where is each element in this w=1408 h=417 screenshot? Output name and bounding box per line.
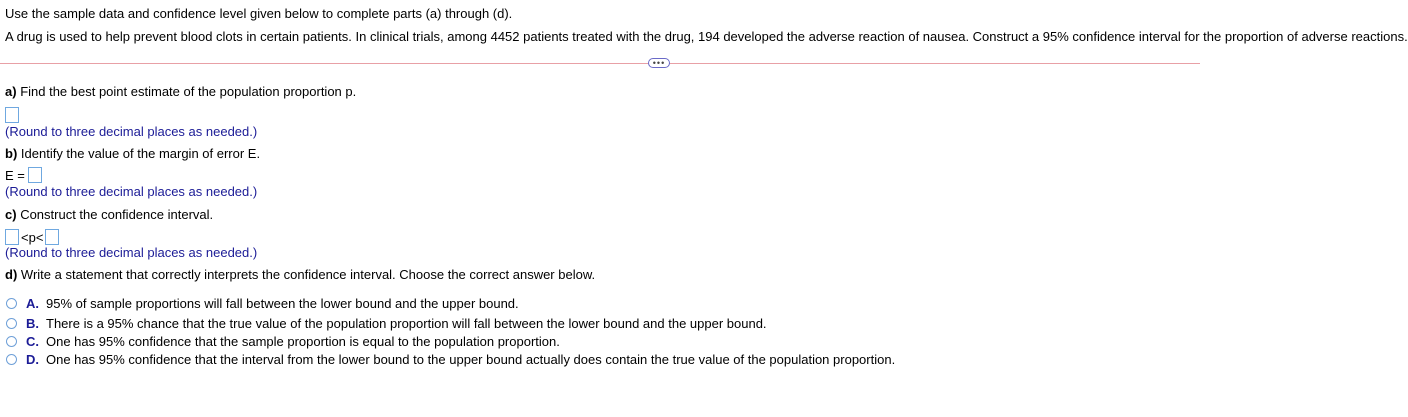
upper-bound-input[interactable]: [45, 229, 59, 245]
instructions-text: Use the sample data and confidence level given below to complete parts (a) through (d).: [5, 6, 513, 21]
section-divider: [0, 63, 1200, 64]
option-b-letter: B.: [26, 316, 39, 331]
part-c-answer-row: [5, 229, 59, 245]
margin-error-prefix: E =: [5, 167, 25, 183]
part-c-text: Construct the confidence interval.: [20, 207, 214, 222]
interval-middle-text: <p<: [21, 229, 44, 245]
option-a[interactable]: [6, 296, 519, 311]
part-c-hint: (Round to three decimal places as needed.): [5, 245, 258, 260]
problem-statement: A drug is used to help prevent blood clots in certain patients. In clinical trials, among 4452 patients treated with the drug, 194 developed the adverse reaction of nausea. Construct a 95% confidence interval for the proportion of adverse reactions.: [5, 29, 1408, 44]
option-c-radio[interactable]: [6, 336, 17, 347]
more-options-button[interactable]: •••: [648, 58, 670, 68]
part-b-hint: (Round to three decimal places as needed.): [5, 184, 258, 199]
part-b-question: [5, 146, 260, 161]
part-a-hint: (Round to three decimal places as needed.): [5, 124, 258, 139]
option-d-letter: D.: [26, 352, 39, 367]
option-b-text: There is a 95% chance that the true value of the population proportion will fall between the lower bound and the upper bound.: [46, 316, 767, 331]
part-c-question: [5, 207, 213, 222]
option-c[interactable]: [6, 334, 560, 349]
option-d-radio[interactable]: [6, 354, 17, 365]
lower-bound-input[interactable]: [5, 229, 19, 245]
part-d-text: Write a statement that correctly interprets the confidence interval. Choose the correct answer below.: [20, 267, 596, 282]
point-estimate-input[interactable]: [5, 107, 19, 123]
part-b-text: Identify the value of the margin of error E.: [20, 146, 261, 161]
part-d-question: [5, 267, 595, 282]
part-b-answer-row: [5, 167, 42, 183]
option-b-radio[interactable]: [6, 318, 17, 329]
part-d-label: d): [5, 267, 18, 282]
option-b[interactable]: [6, 316, 767, 331]
part-a-text: Find the best point estimate of the population proportion p.: [20, 84, 357, 99]
option-c-letter: C.: [26, 334, 39, 349]
option-d-text: One has 95% confidence that the interval from the lower bound to the upper bound actually does contain the true value of the population proportion.: [46, 352, 896, 367]
part-a-answer-row: [5, 106, 19, 123]
option-a-letter: A.: [26, 296, 39, 311]
part-a-label: a): [5, 84, 17, 99]
part-b-label: b): [5, 146, 18, 161]
option-d[interactable]: [6, 352, 895, 367]
part-a-question: [5, 84, 356, 99]
option-a-radio[interactable]: [6, 298, 17, 309]
option-a-text: 95% of sample proportions will fall between the lower bound and the upper bound.: [46, 296, 519, 311]
part-c-label: c): [5, 207, 17, 222]
option-c-text: One has 95% confidence that the sample proportion is equal to the population proportion.: [46, 334, 560, 349]
margin-error-input[interactable]: [28, 167, 42, 183]
